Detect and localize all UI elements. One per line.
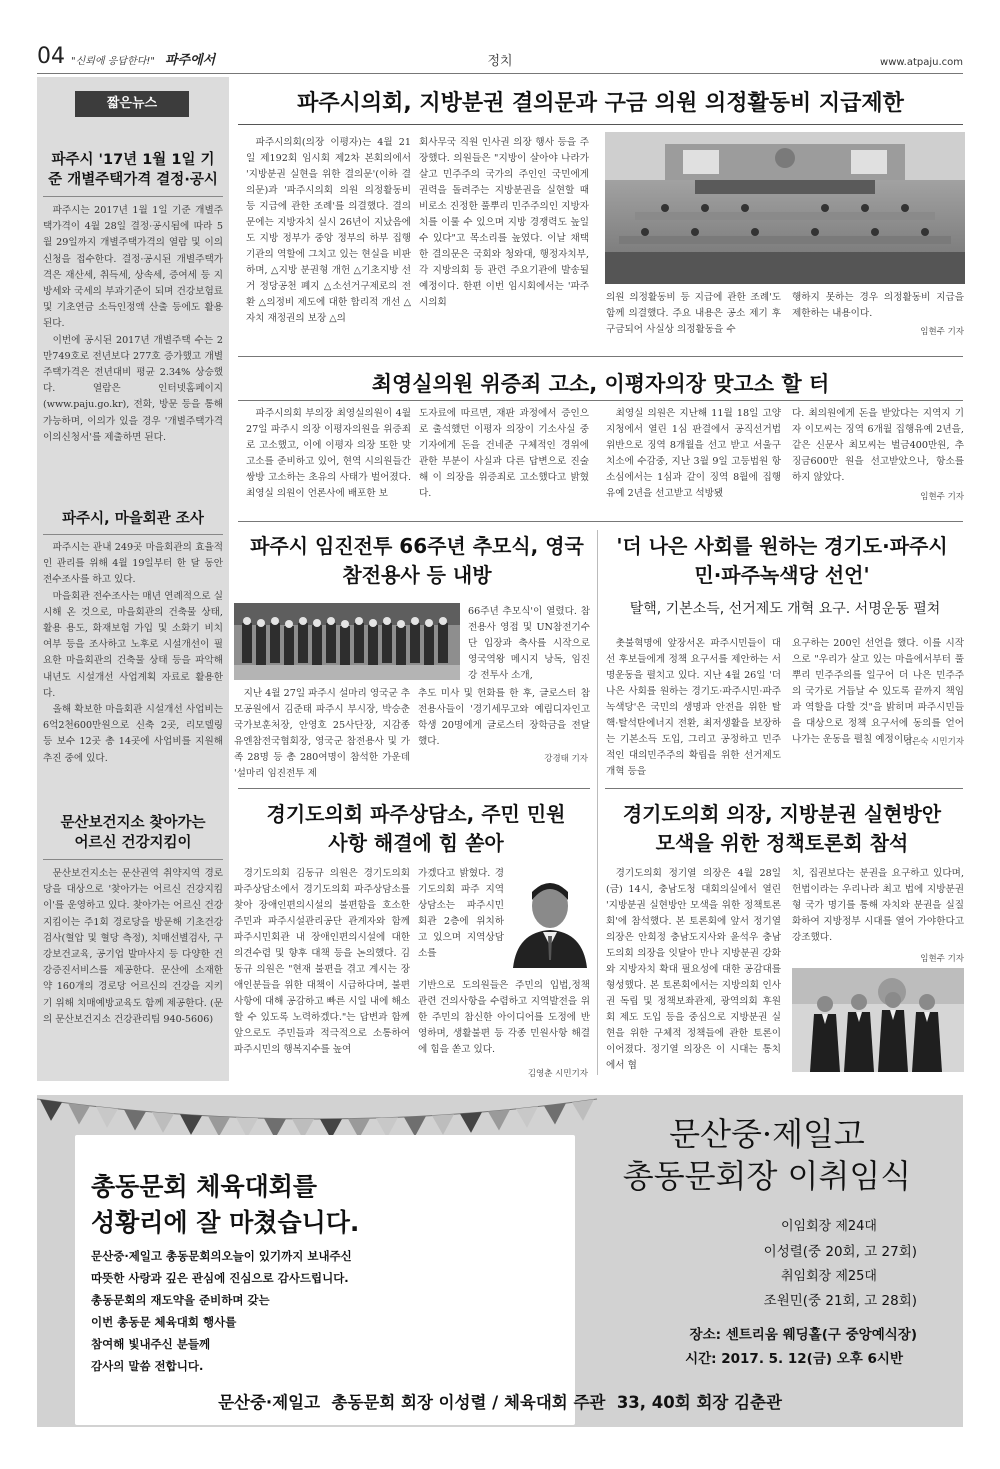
ad-headline: 총동문회 체육대회를 xyxy=(91,1172,318,1201)
message-line: 총동문회의 재도약을 준비하며 갖는 xyxy=(91,1293,270,1307)
council-session-photo xyxy=(605,132,965,284)
bunting-flag xyxy=(180,1114,202,1135)
incoming-president-label: 취임회장 제25대 xyxy=(780,1269,877,1284)
article-column: 최영실 의원은 지난해 11월 18일 고양지청에서 열린 1심 판결에서 공직선거법 위반으로 징역 8개월을 선고 받고 서울구치소에 수감중, 지난 3월 9일 고등법원 항소심에서는 1심과 같이 징역 8월에 집행유예 2년을 선고받고 석방됐 xyxy=(606,408,781,499)
message-line: 문산중·제일고 총동문회의오늘이 있기까지 보내주신 xyxy=(91,1249,352,1263)
website: www.atpaju.com xyxy=(880,57,963,68)
sidebar-item-title: 파주시, 마을회관 조사 xyxy=(62,511,204,527)
article-rule xyxy=(238,124,963,125)
article-subheadline: 탈핵, 기본소득, 선거제도 개혁 요구. 서명운동 펼쳐 xyxy=(629,601,941,617)
article-column: 지난 4월 27일 파주시 설마리 영국군 추모공원에서 김준태 파주시 부시장, 박승춘 국가보훈처장, 안영호 25사단장, 지감종 유엔참전국협회장, 영국군 참전용사 및 가족 28명 등 총 280여명이 참석한 가운데 '설마리 임진전투 제 xyxy=(234,688,410,779)
ad-footer: 문산중·제일고 총동문회 회장 이성렬 / 체육대회 주관 33, 40회 회장 김춘관 xyxy=(218,1393,782,1412)
article-column: 파주시의회 부의장 최영실의원이 4월 27일 파주시 의장 이평자의원을 위증죄로 고소했고, 이에 이평자 의장 또한 맞고소를 준비하고 있어, 현역 시의원들간 쌍방 고소하는 초유의 사태가 벌어졌다. 최영실 의원이 언론사에 배포한 보 xyxy=(246,408,411,499)
councilor-portrait xyxy=(507,870,593,968)
byline: 임현주 기자 xyxy=(920,327,964,337)
article-column: 도자료에 따르면, 재판 과정에서 증인으로 출석했던 이평자 의장이 기소사실 중 기자에게 돈을 건네준 구체적인 경위에 관한 부분이 사실과 다른 답변으로 진술해 이 의장을 위증죄로 고소했다고 밝혔다. xyxy=(419,408,589,499)
article-column: 치, 집권보다는 분권을 요구하고 있다며, 헌법이라는 우리나라 최고 법에 지방분권형 국가 명기를 통해 자치와 분권을 실질화하여 지방정부 시대를 열어 가야한다고 강조했다. xyxy=(792,868,964,943)
ad-headline: 성황리에 잘 마쳤습니다. xyxy=(91,1208,360,1237)
bunting-flag xyxy=(124,1109,146,1130)
header-rule xyxy=(37,73,963,74)
outgoing-president-label: 이임회장 제24대 xyxy=(780,1219,877,1234)
byline: 임현주 기자 xyxy=(920,954,964,964)
alumni-advertisement xyxy=(37,1095,963,1427)
bunting-flag xyxy=(404,1116,426,1137)
forum-group-photo xyxy=(792,968,964,1072)
ceremony-title-line: 총동문회장 이취임식 xyxy=(622,1157,912,1195)
article-rule xyxy=(605,788,963,789)
article-rule xyxy=(238,788,590,789)
byline: 강경태 기자 xyxy=(544,754,588,764)
ceremony-title-line: 문산중·제일고 xyxy=(669,1115,865,1153)
sidebar-paragraph: 파주시는 관내 249곳 마을회관의 효율적인 관리를 위해 4월 19일부터 한 달 동안 전수조사를 하고 있다. xyxy=(43,542,223,586)
ceremony-title xyxy=(597,1113,937,1197)
bunting-flag xyxy=(40,1099,62,1120)
sidebar-item xyxy=(43,813,223,1028)
message-line: 따뜻한 사랑과 깊은 관심에 진심으로 감사드립니다. xyxy=(91,1271,349,1285)
bunting-flag xyxy=(460,1112,482,1133)
sidebar-item xyxy=(43,509,223,767)
sidebar-item-title: 문산보건지소 찾아가는 어르신 건강지킴이 xyxy=(60,815,206,851)
short-news-badge: 짧은뉴스 xyxy=(75,91,189,117)
ceremony-time: 시간: 2017. 5. 12(금) 오후 6시반 xyxy=(685,1351,903,1367)
bunting-flag xyxy=(96,1107,118,1128)
article-column: 기반으로 도의원들은 주민의 입법,정책 관련 건의사항을 수렴하고 지역발전을 위한 주민의 참신한 아이디어를 도정에 반영하며, 생활불편 등 각종 민원사항 해결에 힘을 쏟고 있다. xyxy=(418,980,590,1055)
incoming-president-name: 조원민(중 21회, 고 28회) xyxy=(763,1293,917,1309)
article-headline: 경기도의회 파주상담소, 주민 민원사항 해결에 힘 쏟아 xyxy=(266,802,566,855)
article-column: 행하지 못하는 경우 의정활동비 지급을 제한하는 내용이다. xyxy=(792,292,964,319)
article-headline: 파주시 임진전투 66주년 추모식, 영국 참전용사 등 내방 xyxy=(250,534,584,587)
column-divider xyxy=(597,530,598,1075)
header-slogan: "신뢰에 응답한다!" xyxy=(71,56,156,67)
article-column: 촛불혁명에 앞장서온 파주시민들이 대선 후보들에게 정책 요구서를 제안하는 서명운동을 펼치고 있다. 지난 4월 26일 '더 나은 사회를 원하는 경기도·파주시민·파주녹색당'은 국민의 생명과 안전을 위한 탈핵·탈석탄에너지 전환, 최저생활을 보장하는 기본소득 도입, 그리고 공정하고 민주적인 대의민주주의 확립을 위한 선거제도 개혁 등을 xyxy=(606,638,781,777)
bunting-flag xyxy=(516,1107,538,1128)
article-column: 66주년 추모식'이 열렸다. 참전용사 영접 및 UN참전기수단 입장과 축사를 시작으로 영국역왕 메시지 낭독, 임진강 전투사 소개, xyxy=(468,606,590,681)
divider xyxy=(43,534,223,535)
sidebar-item xyxy=(43,150,223,446)
article-rule xyxy=(238,356,963,357)
article-headline: '더 나은 사회를 원하는 경기도·파주시민·파주녹색당 선언' xyxy=(616,534,948,587)
message-line: 참여해 빛내주신 분들께 xyxy=(91,1337,211,1351)
divider xyxy=(43,859,223,860)
ceremony-venue: 장소: 센트리움 웨딩홀(구 중앙예식장) xyxy=(689,1327,917,1343)
article-column: 추도 미사 및 헌화를 한 후, 글로스터 참전용사들이 '경기세무고와 예림디자인고 학생 20명에게 글로스터 장학금을 전달했다. xyxy=(418,688,590,747)
byline: 김영춘 시민기자 xyxy=(527,1069,588,1079)
outgoing-president-name: 이성렬(중 20회, 고 27회) xyxy=(763,1244,917,1260)
bunting-flag xyxy=(488,1109,510,1130)
bunting-flag xyxy=(152,1112,174,1133)
bunting-flag xyxy=(572,1099,594,1120)
article-column: 의원 의정활동비 등 지급에 관한 조례'도 함께 의결했다. 주요 내용은 공소 제기 후 구금되어 사실상 의정활동을 수 xyxy=(606,292,781,335)
message-line: 이번 총동문 체육대회 행사를 xyxy=(91,1315,237,1329)
article-column: 파주시의회(의장 이평자)는 4월 21일 제192회 임시회 제2차 본회의에서 '지방분권 실현을 위한 결의문'(이하 결의문)과 '파주시의회 의원 의정활동비 등 지급에 관한 조례'를 의결했다. 결의문에는 지방자치 실시 26년이 지났음에도 지방 정부가 중앙 정부의 하부 집행기관의 역할에 그치고 있는 현실을 비판하며, △지방 분권형 개헌 △기초지방 선거 정당공천 폐지 △소선거구제로의 전환 △의정비 제도에 대한 합리적 개선 △자치 재정권의 보장 △의 xyxy=(246,137,411,324)
page-number: 04 xyxy=(37,44,65,69)
byline: 김은숙 시민기자 xyxy=(903,737,964,747)
article-column: 다. 최의원에게 돈을 받았다는 지역지 기자 이모씨는 징역 6개월 집행유예 2년을, 같은 신문사 최모씨는 벌금400만원, 추징금600만 원을 선고받았으나, 항소를 하지 않았다. xyxy=(792,408,964,483)
short-news-sidebar xyxy=(37,77,229,1081)
article-rule xyxy=(238,400,963,401)
message-line: 감사의 말씀 전합니다. xyxy=(91,1359,204,1373)
sidebar-item-title: 파주시 '17년 1월 1일 기준 개별주택가격 결정·공시 xyxy=(48,152,218,188)
article-headline: 파주시의회, 지방분권 결의문과 구금 의원 의정활동비 지급제한 xyxy=(297,91,904,116)
page-header xyxy=(37,36,963,76)
bunting-flag xyxy=(432,1114,454,1135)
article-column: 회사무국 직원 인사권 의장 행사 등을 주장했다. 의원들은 "지방이 살아야 나라가 살고 민주주의 국가의 주인인 국민에게 권력을 돌려주는 지방분권을 실현할 때 비로소 진정한 풀뿌리 민주주의인 지방자치를 이룰 수 있으며 지방 경쟁력도 높일 수 있다"고 목소리를 높였다. 이날 채택한 결의문은 국회와 청와대, 행정자치부, 각 지방의회 등 관련 주요기관에 발송될 예정이다. 한편 이번 임시회에서는 '파주시의회 xyxy=(419,137,589,308)
paper-logo: 파주에서 xyxy=(165,53,216,68)
bunting-flag xyxy=(208,1116,230,1137)
article-column: 경기도의회 김동규 의원은 경기도의회 파주상담소에서 경기도의회 파주상담소를 찾아 장애인편의시설의 불편함을 호소한 주민과 파주시설관리공단 관계자와 함께 파주시민회관 내 장애인편의시설에 대한 의견수렴 및 향후 대책 등을 논의했다. 김동규 의원은 "현재 불편을 겪고 계시는 장애인분들을 위한 대책이 시급하다며, 불편사항에 대해 공감하고 빠른 시일 내에 해소할 수 있도록 노력하겠다."는 답변과 함께 앞으로도 주민들과 적극적으로 소통하여 파주시민의 행복지수를 높여 xyxy=(234,868,410,1055)
bunting-flag xyxy=(544,1103,566,1124)
article-column: 경기도의회 정기열 의장은 4월 28일(금) 14시, 충남도청 대회의실에서 열린 '지방분권 실현방안 모색을 위한 정책토론회'에 참석했다. 본 토론회에 앞서 정기열 의장은 안희정 충남도지사와 윤석우 충남도의회 의장을 잇달아 만나 지방분권 강화와 지방자치 확대 필요성에 대한 공감대를 형성했다. 본 토론회에서는 지방의회 인사권 독립 및 정책보좌관제, 광역의회 후원회 제도 도입 등을 중심으로 지방분권 실현을 위한 구체적 정책들에 관한 토론이 이어졌다. 정기열 의장은 이 시대는 통치에서 협 xyxy=(606,868,781,1071)
memorial-ceremony-photo xyxy=(234,603,460,680)
thank-you-message xyxy=(91,1245,551,1377)
article-rule xyxy=(238,521,963,522)
bunting-flag xyxy=(68,1103,90,1124)
article-column: 가겠다고 밝혔다. 경기도의회 파주 지역상담소는 파주시민회관 2층에 위치하고 있으며 지역상담소를 xyxy=(418,868,504,959)
article-headline: 최영실의원 위증죄 고소, 이평자의장 맞고소 할 터 xyxy=(371,372,830,396)
divider xyxy=(43,196,223,197)
section-title: 정치 xyxy=(487,54,513,69)
sidebar-paragraph: 이번에 공시된 2017년 개별주택 수는 2만749호로 전년보다 277호 증가했고 개별주택가격은 전년대비 평균 2.34% 상승했다. 열람은 인터넷홈페이지(www.paju.go.kr), 전화, 방문 등을 통해 가능하며, 이의가 있을 경우 '개별주택가격 이의신청서'를 제출하면 된다. xyxy=(43,334,223,443)
sidebar-paragraph: 문산보건지소는 문산권역 취약지역 경로당을 대상으로 '찾아가는 어르신 건강지킴이'를 운영하고 있다. 찾아가는 어르신 건강지킴이는 주1회 경로당을 방문해 기초건강검사(혈압 및 혈당 측정), 치매선별검사, 구강보건교육, 공기업 발마사지 등 다양한 건강증진서비스를 제공한다. 문산에 소재한 약 160개의 경로당 어르신의 건강을 지키기 위해 치매예방교육도 함께 제공한다. (문의 문산보건지소 건강관리팀 940-5606) xyxy=(43,868,223,1025)
sidebar-paragraph: 파주시는 2017년 1월 1일 기준 개별주택가격이 4월 28일 결정·공시됨에 따라 5월 29일까지 개별주택가격의 열람 및 이의신청을 접수한다. 결정·공시된 개별주택가격은 재산세, 취득세, 상속세, 증여세 등 지방세와 국세의 부과기준이 되며 건강보험료 및 기초연금 소득인정액 산출 등에도 활용된다. xyxy=(43,205,223,330)
sidebar-paragraph: 마을회관 전수조사는 매년 연례적으로 실시해 온 것으로, 마을회관의 건축물 상태, 활용 용도, 화재보험 가입 및 소화기 비치 여부 등을 조사하고 노후로 시설개선이 필요한 마을회관의 건축물 상태 등을 파악해 내년도 시설개선 사업계획 자료로 활용한다. xyxy=(43,590,223,699)
article-column: 요구하는 200인 선언을 했다. 이를 시작으로 "우리가 살고 있는 마을에서부터 풀뿌리 민주주의를 일구어 더 나은 민주주의 국가로 거듭날 수 있도록 끝까지 책임과 역할을 다할 것"을 밝히며 파주시민들을 대상으로 정책 요구서에 동의를 얻어나가는 운동을 펼칠 예정이다. xyxy=(792,638,964,745)
article-headline: 경기도의회 의장, 지방분권 실현방안 모색을 위한 정책토론회 참석 xyxy=(622,802,942,855)
sidebar-paragraph: 올해 확보한 마을회관 시설개선 사업비는 6억2천600만원으로 신축 2곳, 리모델링 등 보수 12곳 총 14곳에 사업비를 지원해 추진 중에 있다. xyxy=(43,704,223,764)
byline: 임현주 기자 xyxy=(920,492,964,502)
